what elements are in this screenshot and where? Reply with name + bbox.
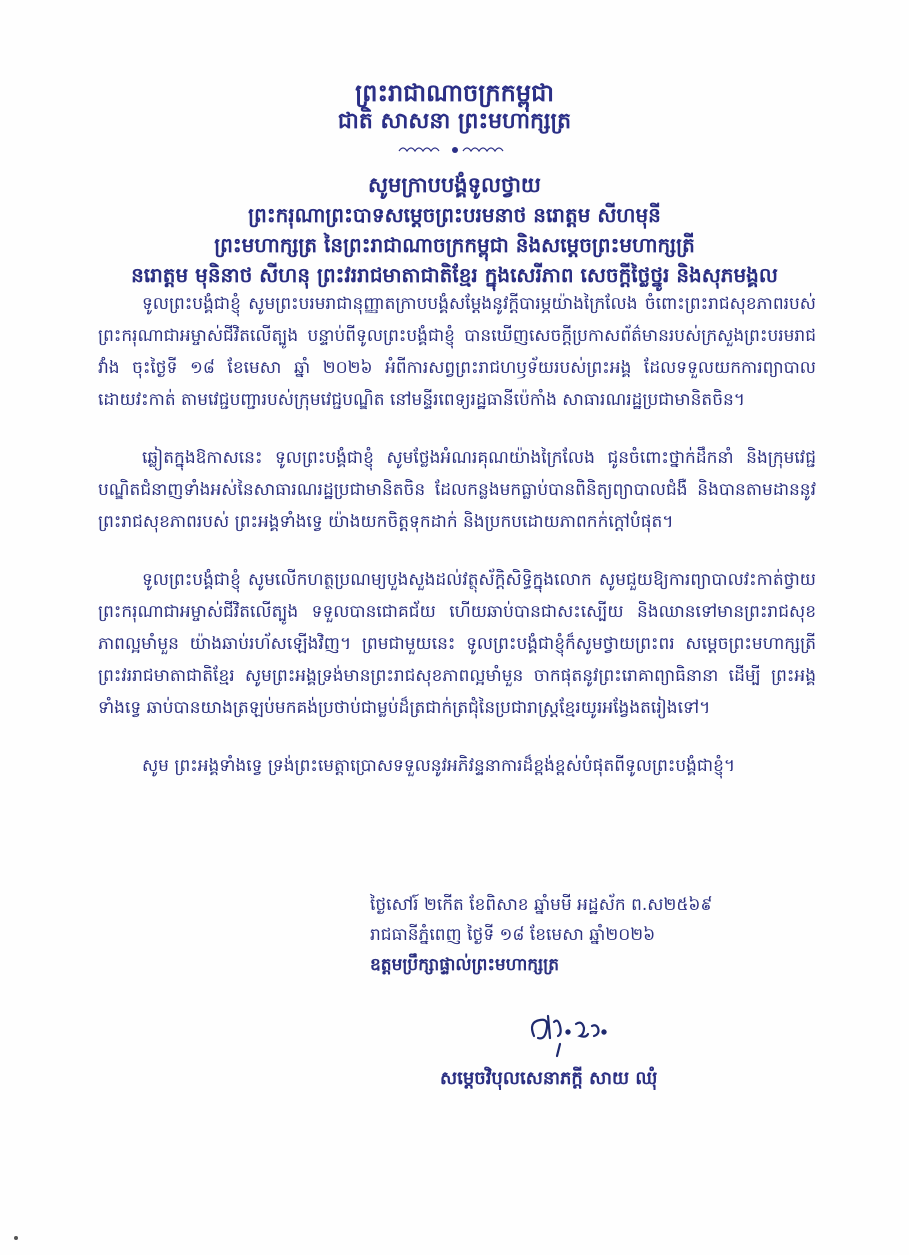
paragraph-thanks: ឆ្លៀតក្នុងឱកាសនេះ ទូលព្រះបង្គំជាខ្ញុំ សូមថ្លែងអំណរគុណយ៉ាងក្រៃលែង ជូនចំពោះថ្នាក់ដឹកនាំ និងក្រុមវេជ្ជបណ្ឌិតជំនាញទាំងអស់នៃសាធារណរដ្ឋប្រជាមានិតចិន ដែលកន្លងមកធ្លាប់បានពិនិត្យព្យាបាលជំងឺ និងបានតាមដាននូវព្រះរាជសុខភាពរបស់ ព្រះអង្គទាំងទ្វេ យ៉ាងយកចិត្តទុកដាក់ និងប្រកបដោយភាពកក់ក្តៅបំផុត។ [98, 448, 816, 532]
signer-title: ឧត្តមប្រឹក្សាផ្ទាល់ព្រះមហាក្សត្រ [370, 955, 560, 975]
closing-line: សូម ព្រះអង្គទាំងទ្វេ ទ្រង់ព្រះមេត្តាប្រោសទទួលនូវអភិវន្ទនាការដ៏ខ្ពង់ខ្ពស់បំផុតពីទូលព្រះបង្គំជាខ្ញុំ។ [142, 756, 736, 776]
national-motto: ជាតិ សាសនា ព្រះមហាក្សត្រ [337, 109, 572, 134]
lunar-date: ថ្ងៃសៅរ៍ ២កើត ខែពិសាខ ឆ្នាំមមី អដ្ឋស័ក ព.ស២៥៦៩ [370, 895, 713, 915]
addressee-title: ព្រះមហាក្សត្រ នៃព្រះរាជាណាចក្រកម្ពុជា និងសម្តេចព្រះមហាក្សត្រី [214, 233, 695, 257]
letterhead [0, 78, 909, 159]
solar-date: រាជធានីភ្នំពេញ ថ្ងៃទី ១៨ ខែមេសា ឆ្នាំ២០២៦ [370, 925, 656, 945]
salutation-line: សូមក្រាបបង្គំទូលថ្វាយ [368, 173, 541, 197]
salutation-block [40, 170, 869, 290]
addressee-king: ព្រះករុណាព្រះបាទសម្តេចព្រះបរមនាថ នរោត្តម សីហមុនី [248, 203, 661, 227]
date-block [370, 890, 810, 980]
handwritten-signature [520, 1002, 640, 1062]
paragraph-prayer: ទូលព្រះបង្គំជាខ្ញុំ សូមលើកហត្ថប្រណម្យបួងសួងដល់វត្ថុស័ក្តិសិទ្ធិក្នុងលោក សូមជួយឱ្យការព្យាបាលវះកាត់ថ្វាយ ព្រះករុណាជាអម្ចាស់ជីវិតលើត្បូង ទទួលបានជោគជ័យ ហើយឆាប់បានជាសះស្បើយ និងឈានទៅមានព្រះរាជសុខភាពល្អមាំមួន យ៉ាងឆាប់រហ័សឡើងវិញ។ ព្រមជាមួយនេះ ទូលព្រះបង្គំជាខ្ញុំក៏សូមថ្វាយព្រះពរ សម្តេចព្រះមហាក្សត្រី ព្រះវររាជមាតាជាតិខ្មែរ សូមព្រះអង្គទ្រង់មានព្រះរាជសុខភាពល្អមាំមួន ចាកផុតនូវព្រះរោគាព្យាធិនានា ដើម្បី ព្រះអង្គទាំងទ្វេ ឆាប់បានយាងត្រឡប់មកគង់ប្រថាប់ជាម្លប់ដ៏ត្រជាក់ត្រជុំនៃប្រជារាស្ត្រខ្មែរយូរអង្វែងតរៀងទៅ។ [98, 570, 816, 718]
signer-name: សម្តេចវិបុលសេនាភក្តី សាយ ឈុំ [440, 1068, 658, 1089]
ornament-divider-icon [0, 142, 909, 159]
scan-mark [14, 1236, 18, 1240]
addressee-queen-mother: នរោត្តម មុនិនាថ សីហនុ ព្រះវររាជមាតាជាតិខ្មែរ ក្នុងសេរីភាព សេចក្តីថ្លៃថ្នូរ និងសុភមង្គល [131, 263, 778, 287]
kingdom-name: ព្រះរាជាណាចក្រកម្ពុជា [355, 79, 554, 107]
paragraph-concern: ទូលព្រះបង្គំជាខ្ញុំ សូមព្រះបរមរាជានុញ្ញាតក្រាបបង្គំសម្តែងនូវក្តីបារម្ភយ៉ាងក្រៃលែង ចំពោះព្រះរាជសុខភាពរបស់ ព្រះករុណាជាអម្ចាស់ជីវិតលើត្បូង បន្ទាប់ពីទូលព្រះបង្គំជាខ្ញុំ បានឃើញសេចក្តីប្រកាសព័ត៌មានរបស់ក្រសួងព្រះបរមរាជវាំង ចុះថ្ងៃទី ១៨ ខែមេសា ឆ្នាំ ២០២៦ អំពីការសព្វព្រះរាជហឫទ័យរបស់ព្រះអង្គ ដែលទទួលយកការព្យាបាលដោយវះកាត់ តាមវេជ្ជបញ្ជារបស់ក្រុមវេជ្ជបណ្ឌិត នៅមន្ទីរពេទ្យរដ្ឋធានីប៉េកាំង សាធារណរដ្ឋប្រជាមានិតចិន។ [98, 294, 816, 410]
letter-body [98, 288, 816, 782]
